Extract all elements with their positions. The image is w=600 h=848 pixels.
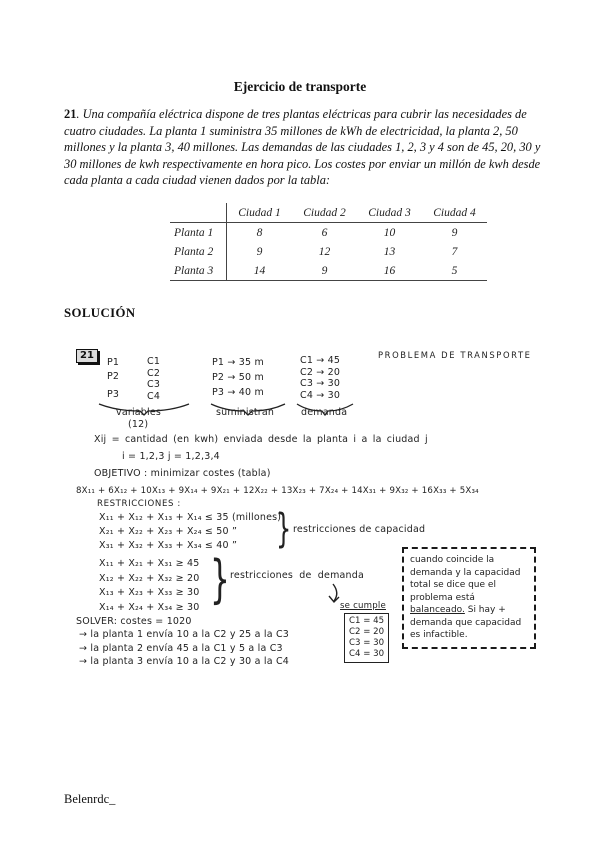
problem-text: . Una compañía eléctrica dispone de tres plantas eléctricas para cubrir las necesidades de cuatro ciudades. La planta 1 suministra 35 millones de kWh de electricidad, la planta 2, 50 millones y la planta 3, 40 millones. Las demandas de las ciudades 1, 2, 3 y 4 son de 45, 20, 30 y 30 millones de kwh respectivamente en hora pico. Los costes por enviar un millón de kwh desde cada planta a cada ciudad vienen dados por la tabla: [64, 107, 541, 188]
capacity-label: restricciones de capacidad [293, 524, 426, 535]
supply-item: P2 → 50 m [212, 372, 264, 383]
objective-function: 8X₁₁ + 6X₁₂ + 10X₁₃ + 9X₁₄ + 9X₂₁ + 12X₂₂ + 13X₂₃ + 7X₂₄ + 14X₃₁ + 9X₃₂ + 16X₃₃ + 5X₃₄ [76, 486, 479, 496]
solution-lines [79, 629, 289, 667]
capacity-brace: } [276, 506, 292, 552]
cost-table [170, 203, 487, 281]
city-item: C2 [147, 367, 161, 379]
table-corner-cell [170, 203, 227, 223]
constraint-line: X₁₁ + X₁₂ + X₁₃ + X₁₄ ≤ 35 (millones) [99, 512, 282, 523]
handwritten-title: PROBLEMA DE TRANSPORTE [378, 350, 532, 360]
constraint-line: X₁₁ + X₂₁ + X₃₁ ≥ 45 [99, 558, 200, 569]
se-cumple-label: se cumple [340, 601, 386, 611]
fulfilled-item: C4 = 30 [349, 649, 385, 659]
variable-definition: Xij = cantidad (en kwh) enviada desde la planta i a la ciudad j [94, 434, 428, 445]
cost-cell: 14 [227, 261, 293, 281]
page-title: Ejercicio de transporte [233, 79, 367, 94]
column-header: Ciudad 3 [357, 203, 422, 223]
cost-cell: 13 [383, 245, 396, 258]
fulfilled-item: C2 = 20 [349, 627, 385, 637]
fulfilled-item: C1 = 45 [349, 616, 385, 626]
cities-list [147, 356, 160, 402]
plant-item: P1 [107, 357, 120, 368]
table-row [170, 261, 487, 281]
table-row [170, 223, 487, 243]
cost-cell: 5 [422, 261, 487, 281]
fulfilled-item: C3 = 30 [349, 638, 385, 648]
balanced-problem-note [402, 547, 536, 649]
constraint-line: X₁₄ + X₂₄ + X₃₄ ≥ 30 [99, 601, 200, 613]
problem-number: 21 [64, 107, 77, 121]
demand-item: C2 → 20 [300, 366, 341, 378]
demand-constraints-label: restricciones de demanda [230, 570, 365, 581]
city-item: C4 [147, 390, 161, 402]
supply-item: P3 → 40 m [212, 387, 264, 398]
note-underlined-word: balanceado. [410, 605, 465, 615]
cost-cell: 10 [383, 226, 396, 239]
note-text: Si hay + demanda que capacidad es infactible. [410, 605, 522, 640]
table-header-row [170, 203, 487, 223]
variables-count: (12) [128, 419, 149, 430]
demand-brace: } [210, 550, 230, 610]
supply-list [212, 357, 264, 398]
cost-cell: 12 [318, 245, 331, 258]
objective-label: OBJETIVO : minimizar costes (tabla) [94, 468, 271, 479]
note-text: cuando coincide la demanda y la capacidad total se dice que el problema está [410, 555, 521, 603]
demand-item: C4 → 30 [300, 389, 341, 401]
solution-line: → la planta 3 envía 10 a la C2 y 30 a la C4 [79, 656, 290, 667]
capacity-constraints [99, 512, 281, 551]
variables-label: variables [116, 407, 162, 418]
cost-cell: 9 [256, 245, 263, 258]
demand-label: demanda [301, 407, 348, 418]
demand-item: C1 → 45 [300, 355, 341, 366]
cost-cell: 16 [357, 261, 422, 281]
demand-constraints [99, 558, 199, 613]
demand-list [300, 355, 340, 401]
constraint-line: X₃₁ + X₃₂ + X₃₃ + X₃₄ ≤ 40 ” [99, 540, 238, 551]
row-label: Planta 1 [170, 223, 227, 243]
city-item: C3 [147, 379, 161, 390]
solution-heading: SOLUCIÓN [64, 306, 136, 320]
cost-cell: 7 [451, 245, 458, 258]
city-item: C1 [147, 356, 161, 367]
constraint-line: X₁₃ + X₂₃ + X₃₃ ≥ 30 [99, 587, 200, 598]
plant-item: P2 [107, 370, 120, 382]
problem-statement [64, 106, 542, 189]
column-header: Ciudad 2 [292, 203, 357, 223]
constraint-line: X₁₂ + X₂₂ + X₃₂ ≥ 20 [99, 572, 200, 584]
demand-item: C3 → 30 [300, 378, 341, 389]
row-label: Planta 2 [170, 242, 227, 261]
row-label: Planta 3 [170, 261, 227, 281]
cost-cell: 8 [256, 226, 263, 239]
cost-cell: 6 [321, 226, 328, 239]
cost-cell: 9 [292, 261, 357, 281]
column-header: Ciudad 1 [227, 203, 293, 223]
supply-item: P1 → 35 m [212, 357, 264, 368]
plant-item: P3 [107, 389, 120, 400]
supply-label: suministran [216, 407, 275, 418]
cost-cell: 9 [451, 226, 458, 239]
solution-line: → la planta 2 envía 45 a la C1 y 5 a la C3 [79, 642, 283, 654]
table-row [170, 242, 487, 261]
index-ranges: i = 1,2,3 j = 1,2,3,4 [122, 451, 220, 462]
fulfilled-demand-box [344, 613, 389, 663]
plants-list [107, 357, 119, 401]
column-header: Ciudad 4 [422, 203, 487, 223]
restrictions-label: RESTRICCIONES : [97, 499, 181, 509]
solver-result: SOLVER: costes = 1020 [76, 616, 192, 627]
constraint-line: X₂₁ + X₂₂ + X₂₃ + X₂₄ ≤ 50 ” [99, 526, 238, 537]
author-signature: Belenrdc_ [64, 792, 116, 806]
handwritten-problem-tag: 21 [76, 349, 98, 363]
solution-line: → la planta 1 envía 10 a la C2 y 25 a la C3 [79, 629, 290, 640]
